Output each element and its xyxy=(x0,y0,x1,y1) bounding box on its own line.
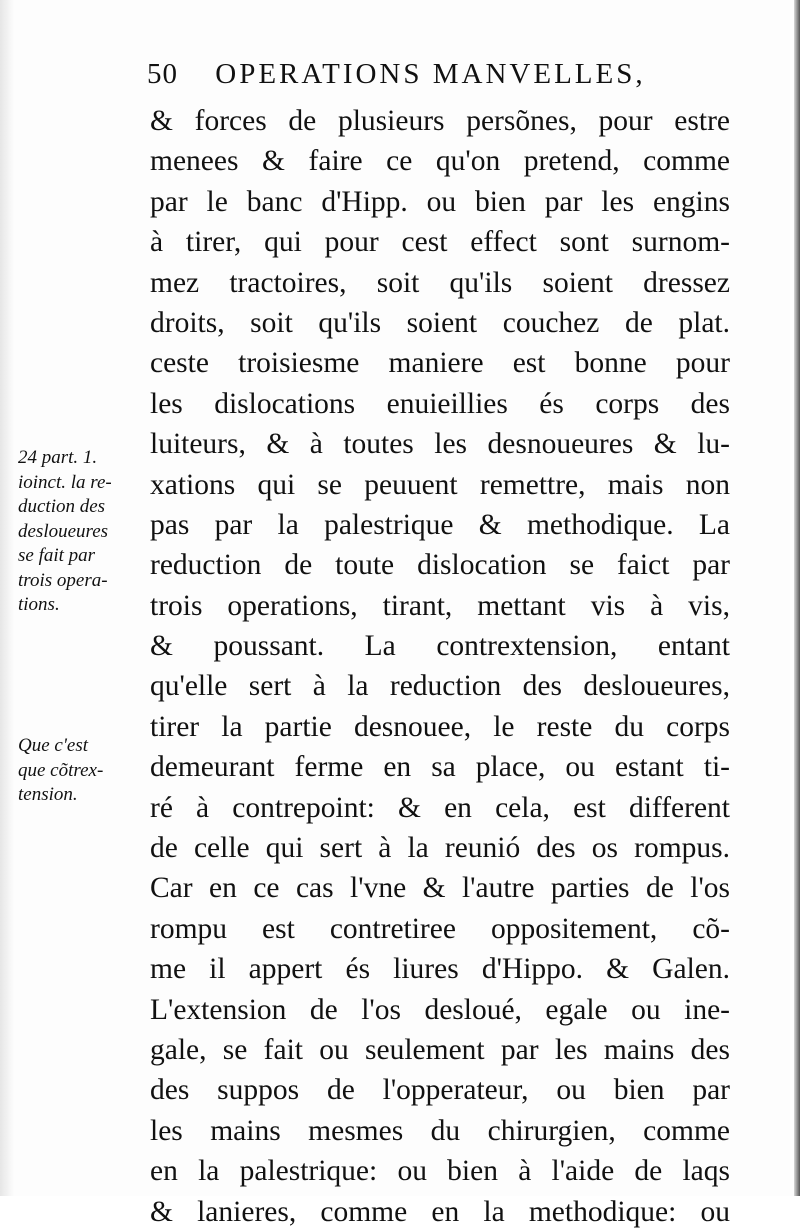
margin-note-reduction xyxy=(18,446,148,618)
text-line: reduction de toute dislocation se faict par xyxy=(150,549,730,582)
text-line: trois operations, tirant, mettant vis à vis, xyxy=(150,589,730,622)
margin-note-line: duction des xyxy=(18,496,106,517)
text-line: demeurant ferme en sa place, ou estant ti- xyxy=(150,751,730,784)
text-line: rompu est contretiree oppositement, cõ- xyxy=(150,912,730,945)
margin-note-line: 24 part. 1. xyxy=(18,447,98,468)
text-line: les dislocations enuieillies és corps des xyxy=(150,387,730,420)
text-line: luiteurs, & à toutes les desnoueures & lu- xyxy=(150,428,730,461)
margin-note-line: se fait par xyxy=(18,545,96,566)
page-edge xyxy=(794,0,800,1196)
text-line: des suppos de l'opperateur, ou bien par xyxy=(150,1074,730,1107)
margin-note-line: tension. xyxy=(18,784,78,805)
text-line: menees & faire ce qu'on pretend, comme xyxy=(150,145,730,178)
text-line: tirer la partie desnouee, le reste du corps xyxy=(150,710,730,743)
margin-note-line: Que c'est xyxy=(18,735,89,756)
text-line: ré à contrepoint: & en cela, est different xyxy=(150,791,730,824)
text-line: à tirer, qui pour cest effect sont surnom- xyxy=(150,226,730,259)
page-gutter-shadow xyxy=(0,0,14,1196)
margin-note-line: desloueures xyxy=(18,520,109,542)
text-line: par le banc d'Hipp. ou bien par les engins xyxy=(150,185,730,218)
margin-note-line: que cõtrex- xyxy=(18,759,104,781)
text-line: Car en ce cas l'vne & l'autre parties de l'os xyxy=(150,872,730,905)
text-line: & lanieres, comme en la methodique: ou xyxy=(150,1195,730,1228)
text-line: mez tractoires, soit qu'ils soient dressez xyxy=(150,266,730,299)
page-header xyxy=(147,58,727,100)
text-line: gale, se fait ou seulement par les mains des xyxy=(150,1033,730,1066)
text-line: & poussant. La contrextension, entant xyxy=(150,630,730,663)
margin-note-line: tions. xyxy=(18,594,60,615)
text-line: me il appert és liures d'Hippo. & Galen. xyxy=(150,953,730,986)
margin-note-contrextension xyxy=(18,734,148,808)
text-line: & forces de plusieurs persõnes, pour estre xyxy=(150,105,730,137)
text-line: qu'elle sert à la reduction des desloueures, xyxy=(150,670,730,703)
margin-note-line: trois opera- xyxy=(18,569,108,591)
text-line: pas par la palestrique & methodique. La xyxy=(150,508,730,541)
page-number: 50 xyxy=(147,58,178,90)
text-line: L'extension de l'os desloué, egale ou ine- xyxy=(150,993,730,1026)
margin-note-line: ioinct. la re- xyxy=(18,471,112,493)
running-title: OPERATIONS MANVELLES, xyxy=(215,58,646,90)
text-line: les mains mesmes du chirurgien, comme xyxy=(150,1114,730,1147)
main-text-block xyxy=(150,101,740,1232)
text-line: de celle qui sert à la reunió des os rompus. xyxy=(150,832,730,865)
text-line: droits, soit qu'ils soient couchez de plat. xyxy=(150,306,730,339)
text-line: xations qui se peuuent remettre, mais non xyxy=(150,468,730,501)
text-line: en la palestrique: ou bien à l'aide de laqs xyxy=(150,1155,730,1188)
text-line: ceste troisiesme maniere est bonne pour xyxy=(150,347,730,380)
